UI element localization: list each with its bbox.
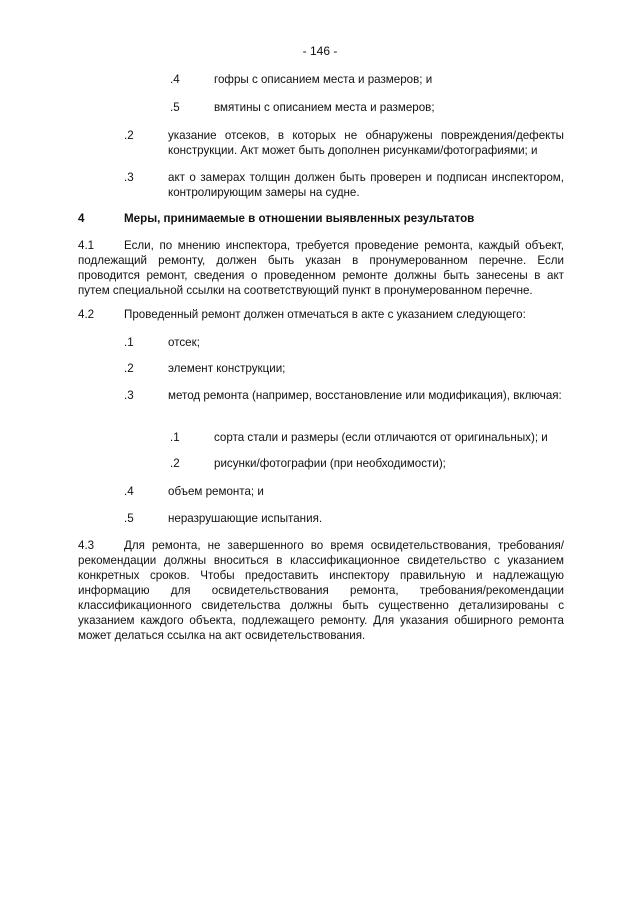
section-number: 4 xyxy=(78,212,85,225)
list-item-text: рисунки/фотографии (при необходимости); xyxy=(214,457,446,470)
list-item-number: .5 xyxy=(170,101,180,114)
list-item-text: гофры с описанием места и размеров; и xyxy=(214,73,433,86)
paragraph-4-1 xyxy=(78,238,564,298)
list-item-text: указание отсеков, в которых не обнаружены повреждения/дефекты конструкции. Акт может быть дополнен рисунками/фотографиями; и xyxy=(168,129,564,157)
paragraph-number: 4.1 xyxy=(78,239,95,252)
list-item-number: .5 xyxy=(124,512,134,525)
paragraph-text: Если, по мнению инспектора, требуется проведение ремонта, каждый объект, подлежащий ремонту, должен быть указан в пронумерованном перечне. Если проводится ремонт, сведения о проведенном ремонте должны быть занесены в акт путем специальной ссылки на соответствующий пункт в пронумерованном перечне. xyxy=(78,239,564,297)
list-item-text: сорта стали и размеры (если отличаются от оригинальных); и xyxy=(214,431,548,444)
page-number: - 146 - xyxy=(302,44,338,58)
paragraph-4-2 xyxy=(78,307,564,322)
paragraph-number: 4.2 xyxy=(78,308,95,321)
paragraph-4-3 xyxy=(78,538,564,643)
paragraph-text: Для ремонта, не завершенного во время освидетельствования, требования/рекомендации должны вноситься в классификационное свидетельство с указанием конкретных сроков. Чтобы предоставить инспектору правильную и надлежащую информацию для освидетельствования ремонта, требования/рекомендации классификационного свидетельства должны быть существенно детализированы с указанием каждого объекта, подлежащего ремонту. Для указания обширного ремонта может делаться ссылка на акт освидетельствования. xyxy=(78,539,564,642)
list-item-number: .3 xyxy=(124,171,134,184)
paragraph-text: Проведенный ремонт должен отмечаться в акте с указанием следующего: xyxy=(124,308,526,321)
list-item-text: метод ремонта (например, восстановление или модификация), включая: xyxy=(168,389,562,402)
list-item-text: акт о замерах толщин должен быть проверен и подписан инспектором, контролирующим замеры на судне. xyxy=(168,171,564,199)
list-item-text: отсек; xyxy=(168,336,200,349)
list-item-number: .1 xyxy=(170,431,180,444)
list-item-number: .2 xyxy=(170,457,180,470)
list-item-text: объем ремонта; и xyxy=(168,485,264,498)
list-item-number: .2 xyxy=(124,129,134,142)
list-item-number: .2 xyxy=(124,362,134,375)
list-item-number: .1 xyxy=(124,336,134,349)
list-item-number: .4 xyxy=(170,73,180,86)
paragraph-number: 4.3 xyxy=(78,539,95,552)
list-item-number: .3 xyxy=(124,389,134,402)
list-item-text: элемент конструкции; xyxy=(168,362,286,375)
list-item-number: .4 xyxy=(124,485,134,498)
list-item-text: неразрушающие испытания. xyxy=(168,512,323,525)
section-title: Меры, принимаемые в отношении выявленных результатов xyxy=(124,212,475,225)
list-item-text: вмятины с описанием места и размеров; xyxy=(214,101,435,114)
